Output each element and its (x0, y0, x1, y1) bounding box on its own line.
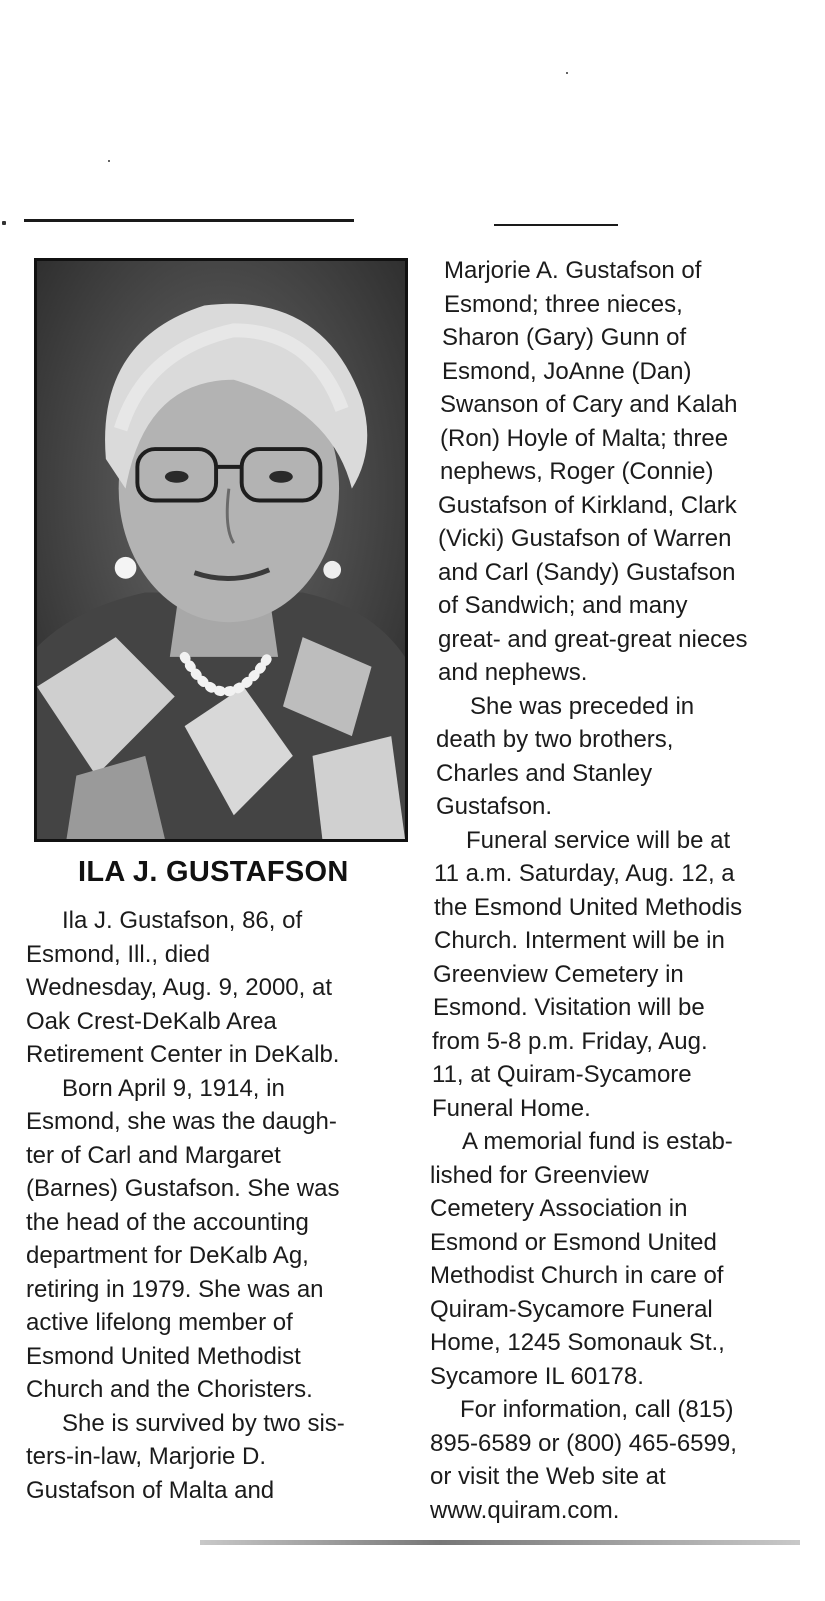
text-line: 11 a.m. Saturday, Aug. 12, a (434, 860, 735, 887)
text-line: (Vicki) Gustafson of Warren (438, 525, 732, 552)
text-line: Sharon (Gary) Gunn of (442, 324, 687, 351)
text-line: Esmond; three nieces, (444, 290, 683, 318)
scan-speck (566, 72, 568, 74)
text-line: Ila J. Gustafson, 86, of (62, 907, 303, 934)
text-line: Methodist Church in care of (430, 1262, 724, 1289)
obituary-name: ILA J. GUSTAFSON (78, 856, 349, 888)
portrait-photo (34, 258, 408, 842)
text-line: Quiram-Sycamore Funeral (430, 1295, 713, 1323)
text-line: death by two brothers, (436, 726, 674, 753)
text-line: For information, call (815) (460, 1396, 734, 1423)
text-line: the head of the accounting (26, 1208, 309, 1236)
text-line: A memorial fund is estab- (462, 1128, 733, 1155)
text-line: from 5-8 p.m. Friday, Aug. (432, 1027, 708, 1055)
text-line: Marjorie A. Gustafson of (444, 257, 702, 284)
text-line: Church and the Choristers. (26, 1376, 313, 1403)
text-line: Oak Crest-DeKalb Area (26, 1007, 277, 1035)
text-line: Funeral Home. (432, 1094, 591, 1122)
text-line: Greenview Cemetery in (433, 960, 684, 988)
text-line: Sycamore IL 60178. (430, 1362, 644, 1390)
text-line: Retirement Center in DeKalb. (26, 1041, 340, 1068)
scan-speck (108, 160, 110, 162)
text-line: Esmond or Esmond United (430, 1228, 717, 1256)
text-line: ters-in-law, Marjorie D. (26, 1443, 267, 1470)
text-line: ter of Carl and Margaret (26, 1141, 281, 1169)
text-line: Wednesday, Aug. 9, 2000, at (26, 974, 332, 1001)
text-line: the Esmond United Methodis (434, 893, 743, 921)
text-line: and nephews. (438, 659, 588, 686)
text-line: nephews, Roger (Connie) (440, 458, 714, 485)
text-line: She is survived by two sis- (62, 1409, 345, 1437)
scan-speck (2, 221, 6, 225)
top-rule-right (494, 224, 618, 226)
text-line: She was preceded in (470, 692, 695, 720)
text-line: www.quiram.com. (430, 1496, 620, 1524)
text-line: Cemetery Association in (430, 1195, 688, 1222)
text-line: Gustafson. (436, 793, 553, 820)
text-line: Charles and Stanley (436, 759, 653, 787)
text-line: Funeral service will be at (466, 826, 731, 854)
text-line: Born April 9, 1914, in (62, 1074, 285, 1102)
text-line: Gustafson of Malta and (26, 1476, 275, 1504)
text-line: and Carl (Sandy) Gustafson (438, 558, 736, 586)
text-line: 11, at Quiram-Sycamore (432, 1061, 692, 1088)
text-line: Esmond, she was the daugh- (26, 1108, 337, 1135)
text-line: Swanson of Cary and Kalah (440, 391, 738, 418)
text-line: (Barnes) Gustafson. She was (26, 1175, 340, 1202)
obituary-left-column (26, 904, 406, 1507)
obituary-right-column (430, 254, 822, 1527)
top-rule-left (24, 219, 354, 222)
text-line: great- and great-great nieces (438, 625, 748, 653)
text-line: Esmond United Methodist (26, 1342, 301, 1370)
text-line: active lifelong member of (26, 1309, 293, 1336)
text-line: Church. Interment will be in (434, 927, 725, 954)
text-line: of Sandwich; and many (438, 592, 688, 619)
text-line: (Ron) Hoyle of Malta; three (440, 424, 729, 452)
text-line: Esmond, Ill., died (26, 940, 211, 968)
text-line: Gustafson of Kirkland, Clark (438, 491, 737, 519)
text-line: retiring in 1979. She was an (26, 1275, 324, 1303)
text-line: Esmond. Visitation will be (433, 994, 705, 1021)
bottom-rule (200, 1540, 800, 1545)
text-line: or visit the Web site at (430, 1463, 666, 1490)
text-line: Esmond, JoAnne (Dan) (442, 357, 692, 385)
text-line: department for DeKalb Ag, (26, 1242, 309, 1269)
text-line: 895-6589 or (800) 465-6599, (430, 1429, 737, 1457)
text-line: Home, 1245 Somonauk St., (430, 1329, 725, 1356)
text-line: lished for Greenview (430, 1161, 649, 1189)
